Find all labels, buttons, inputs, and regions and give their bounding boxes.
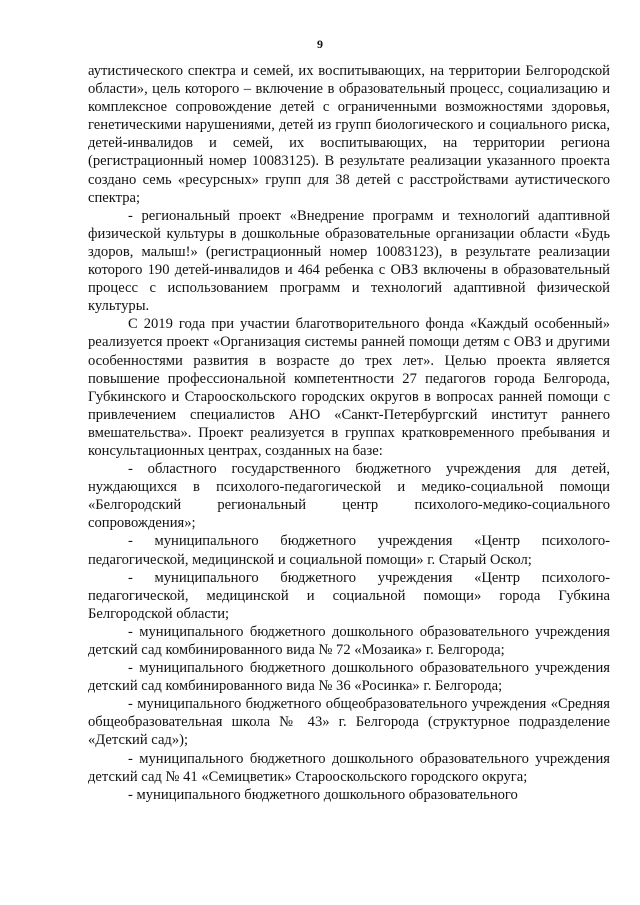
- list-item-institution: - областного государственного бюджетного учреждения для детей, нуждающихся в психолого-педагогической и медико-социальной помощи «Белгородский региональный центр психолого-медико-социального сопровождения»;: [88, 461, 610, 532]
- document-body: [88, 62, 610, 804]
- list-item-institution: - муниципального бюджетного дошкольного образовательного: [128, 786, 518, 803]
- list-item-institution: - муниципального бюджетного дошкольного образовательного учреждения детский сад комбинированного вида № 72 «Мозаика» г. Белгорода;: [88, 623, 610, 658]
- list-item-regional-project: - региональный проект «Внедрение программ и технологий адаптивной физической культуры в дошкольные образовательные организации области «Будь здоров, малыш!» (регистрационный номер 10083123), в результате реализации которого 190 детей-инвалидов и 464 ребенка с ОВЗ включены в образовательный процесс с использованием программ и технологий адаптивной физической культуры.: [88, 207, 610, 315]
- list-item-institution: - муниципального бюджетного дошкольного образовательного учреждения детский сад № 41 «Семицветик» Старооскольского городского округа;: [88, 750, 610, 785]
- paragraph-early-help-project: С 2019 года при участии благотворительного фонда «Каждый особенный» реализуется проект «Организация системы ранней помощи детям с ОВЗ и другими особенностями развития в возрасте до трех лет». Целью проекта является повышение профессиональной компетентности 27 педагогов города Белгорода, Губкинского и Старооскольского городских округов в вопросах ранней помощи с привлечением специалистов АНО «Санкт-Петербургский институт раннего вмешательства». Проект реализуется в группах кратковременного пребывания и консультационных центрах, созданных на базе:: [88, 316, 610, 459]
- page-number: 9: [317, 37, 323, 51]
- list-item-institution: - муниципального бюджетного общеобразовательного учреждения «Средняя общеобразовательная школа № 43» г. Белгорода (структурное подразделение «Детский сад»);: [88, 696, 610, 749]
- paragraph-continuation: аутистического спектра и семей, их воспитывающих, на территории Белгородской области», цель которого – включение в образовательный процесс, социализацию и комплексное сопровождение детей с ограниченными возможностями здоровья, генетическими нарушениями, детей из групп биологического и социального риска, детей-инвалидов и семей, их воспитывающих, на территории региона (регистрационный номер 10083125). В результате реализации указанного проекта создано семь «ресурсных» групп для 38 детей с расстройствами аутистического спектра;: [88, 63, 610, 206]
- list-item-institution: - муниципального бюджетного дошкольного образовательного учреждения детский сад комбинированного вида № 36 «Росинка» г. Белгорода;: [88, 660, 610, 695]
- list-item-institution: - муниципального бюджетного учреждения «Центр психолого-педагогической, медицинской и социальной помощи» г. Старый Оскол;: [88, 533, 610, 568]
- list-item-institution: - муниципального бюджетного учреждения «Центр психолого-педагогической, медицинской и социальной помощи» города Губкина Белгородской области;: [88, 569, 610, 622]
